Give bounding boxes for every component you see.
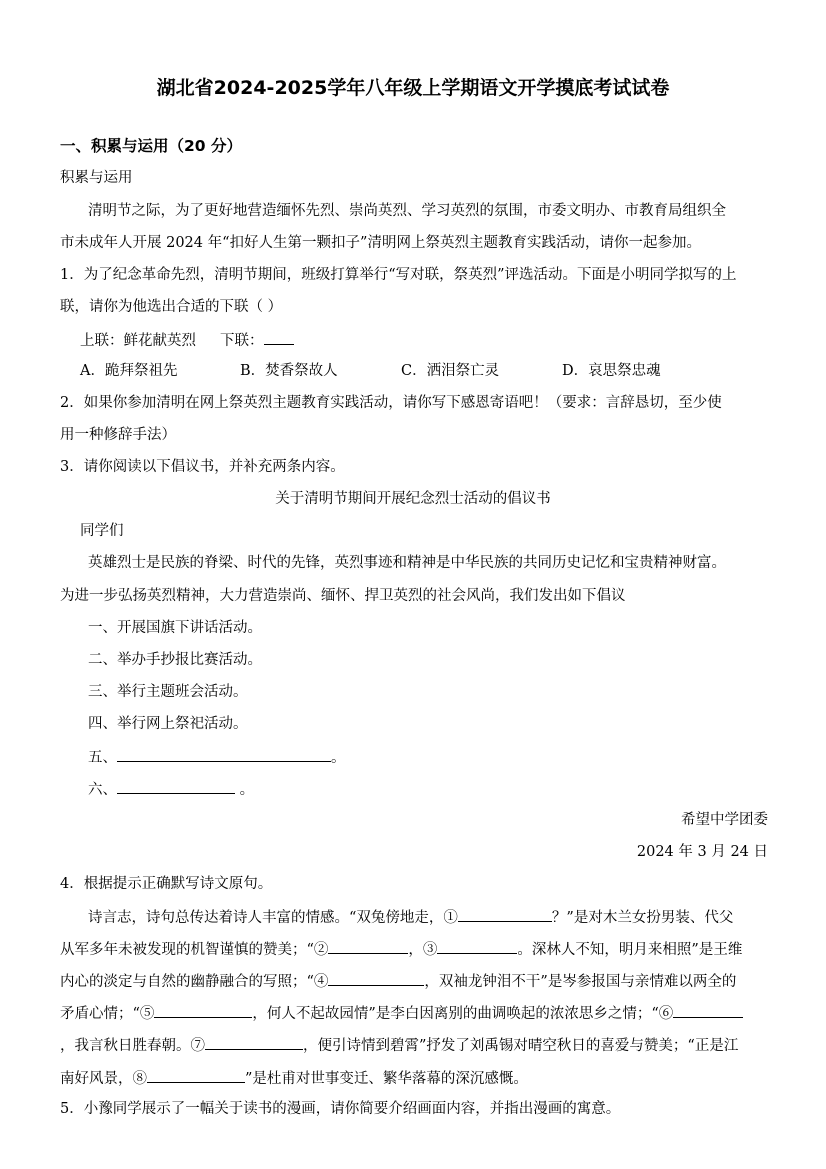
blank-2[interactable] (328, 938, 408, 954)
q1-line-2: 联，请你为他选出合适的下联（ ） (60, 299, 283, 315)
proposal-date: 2024 年 3 月 24 日 (636, 844, 768, 860)
q1-line-1: 1．为了纪念革命先烈，清明节期间，班级打算举行“写对联，祭英烈”评选活动。下面是小明同学拟写的上 (60, 267, 737, 283)
q4-text: 从军多年未被发现的机智谨慎的赞美；“② (60, 942, 329, 958)
proposal-item-6: 六、 。 (88, 778, 254, 800)
q4-line-2 (88, 906, 733, 928)
q3-line-1: 3．请你阅读以下倡议书，并补充两条内容。 (60, 459, 345, 475)
blank-8[interactable] (147, 1067, 245, 1083)
blank-1[interactable] (458, 906, 552, 922)
proposal-para-2: 为进一步弘扬英烈精神，大力营造崇尚、缅怀、捍卫英烈的社会风尚，我们发出如下倡议 (60, 588, 626, 604)
lower-couplet-blank[interactable] (264, 329, 294, 345)
q4-text: 诗言志，诗句总传达着诗人丰富的情感。“双兔傍地走，① (88, 910, 458, 926)
lower-couplet-label: 下联： (220, 333, 264, 349)
q2-line-2: 用一种修辞手法） (60, 427, 176, 443)
q1-option-b[interactable]: B．焚香祭故人 (240, 363, 338, 379)
q1-couplet (80, 329, 294, 351)
intro-line-2: 市未成年人开展 2024 年“扣好人生第一颗扣子”清明网上祭英烈主题教育实践活动，请你一起参加。 (60, 235, 701, 251)
item-5-label: 五、 (88, 750, 117, 766)
q4-text: 。深林人不知，明月来相照”是王维 (517, 942, 743, 958)
q4-text: ，双袖龙钟泪不干”是岑参报国与亲情难以两全的 (424, 974, 737, 990)
proposal-item-2: 二、举办手抄报比赛活动。 (88, 652, 262, 668)
proposal-greeting: 同学们 (80, 523, 124, 539)
q1-option-d[interactable]: D．哀思祭忠魂 (562, 363, 661, 379)
item-6-label: 六、 (88, 782, 117, 798)
proposal-item-4: 四、举行网上祭祀活动。 (88, 716, 248, 732)
intro-line-1: 清明节之际，为了更好地营造缅怀先烈、崇尚英烈、学习英烈的氛围，市委文明办、市教育局组织全 (88, 203, 726, 219)
blank-4[interactable] (328, 970, 424, 986)
q4-text: 南好风景，⑧ (60, 1071, 147, 1087)
q4-line-3 (60, 938, 742, 960)
q5-line-1: 5．小豫同学展示了一幅关于读书的漫画，请你简要介绍画面内容，并指出漫画的寓意。 (60, 1101, 621, 1117)
q4-line-4 (60, 970, 736, 992)
upper-couplet: 上联：鲜花献英烈 (80, 333, 196, 349)
subheading: 积累与运用 (60, 170, 133, 186)
section-heading: 一、积累与运用（20 分） (60, 137, 242, 155)
q4-text: 矛盾心情；“⑤ (60, 1006, 155, 1022)
q4-text: ”是杜甫对世事变迁、繁华落幕的深沉感慨。 (245, 1071, 528, 1087)
q4-text: ，我言秋日胜春朝。⑦ (60, 1038, 205, 1054)
proposal-item-1: 一、开展国旗下讲话活动。 (88, 620, 262, 636)
q4-line-6 (60, 1034, 738, 1056)
item-6-blank[interactable] (117, 778, 235, 794)
blank-7[interactable] (205, 1034, 303, 1050)
proposal-item-3: 三、举行主题班会活动。 (88, 684, 248, 700)
q4-text: 内心的淡定与自然的幽静融合的写照；“④ (60, 974, 329, 990)
q4-text: ，何人不起故园情”是李白因离别的曲调唤起的浓浓思乡之情；“⑥ (252, 1006, 674, 1022)
blank-5[interactable] (154, 1002, 252, 1018)
q4-text: ？”是对木兰女扮男装、代父 (551, 910, 734, 926)
q4-text: ，③ (408, 942, 438, 958)
q1-option-a[interactable]: A．跪拜祭祖先 (80, 363, 178, 379)
blank-6[interactable] (673, 1002, 743, 1018)
q4-line-7 (60, 1067, 528, 1089)
proposal-para-1: 英雄烈士是民族的脊梁、时代的先锋，英烈事迹和精神是中华民族的共同历史记忆和宝贵精神财富。 (88, 555, 726, 571)
item-5-blank[interactable] (117, 746, 331, 762)
proposal-item-5: 五、 。 (88, 746, 346, 768)
q4-line-5 (60, 1002, 743, 1024)
q1-option-c[interactable]: C．洒泪祭亡灵 (401, 363, 500, 379)
q4-line-1: 4．根据提示正确默写诗文原句。 (60, 876, 273, 892)
blank-3[interactable] (437, 938, 517, 954)
proposal-signer: 希望中学团委 (681, 812, 768, 828)
q2-line-1: 2．如果你参加清明在网上祭英烈主题教育实践活动，请你写下感恩寄语吧！（要求：言辞恳切，至少使 (60, 395, 722, 411)
proposal-heading: 关于清明节期间开展纪念烈士活动的倡议书 (275, 491, 551, 507)
q4-text: ，便引诗情到碧霄”抒发了刘禹锡对晴空秋日的喜爱与赞美；“正是江 (303, 1038, 739, 1054)
exam-title: 湖北省2024-2025学年八年级上学期语文开学摸底考试试卷 (156, 77, 670, 99)
